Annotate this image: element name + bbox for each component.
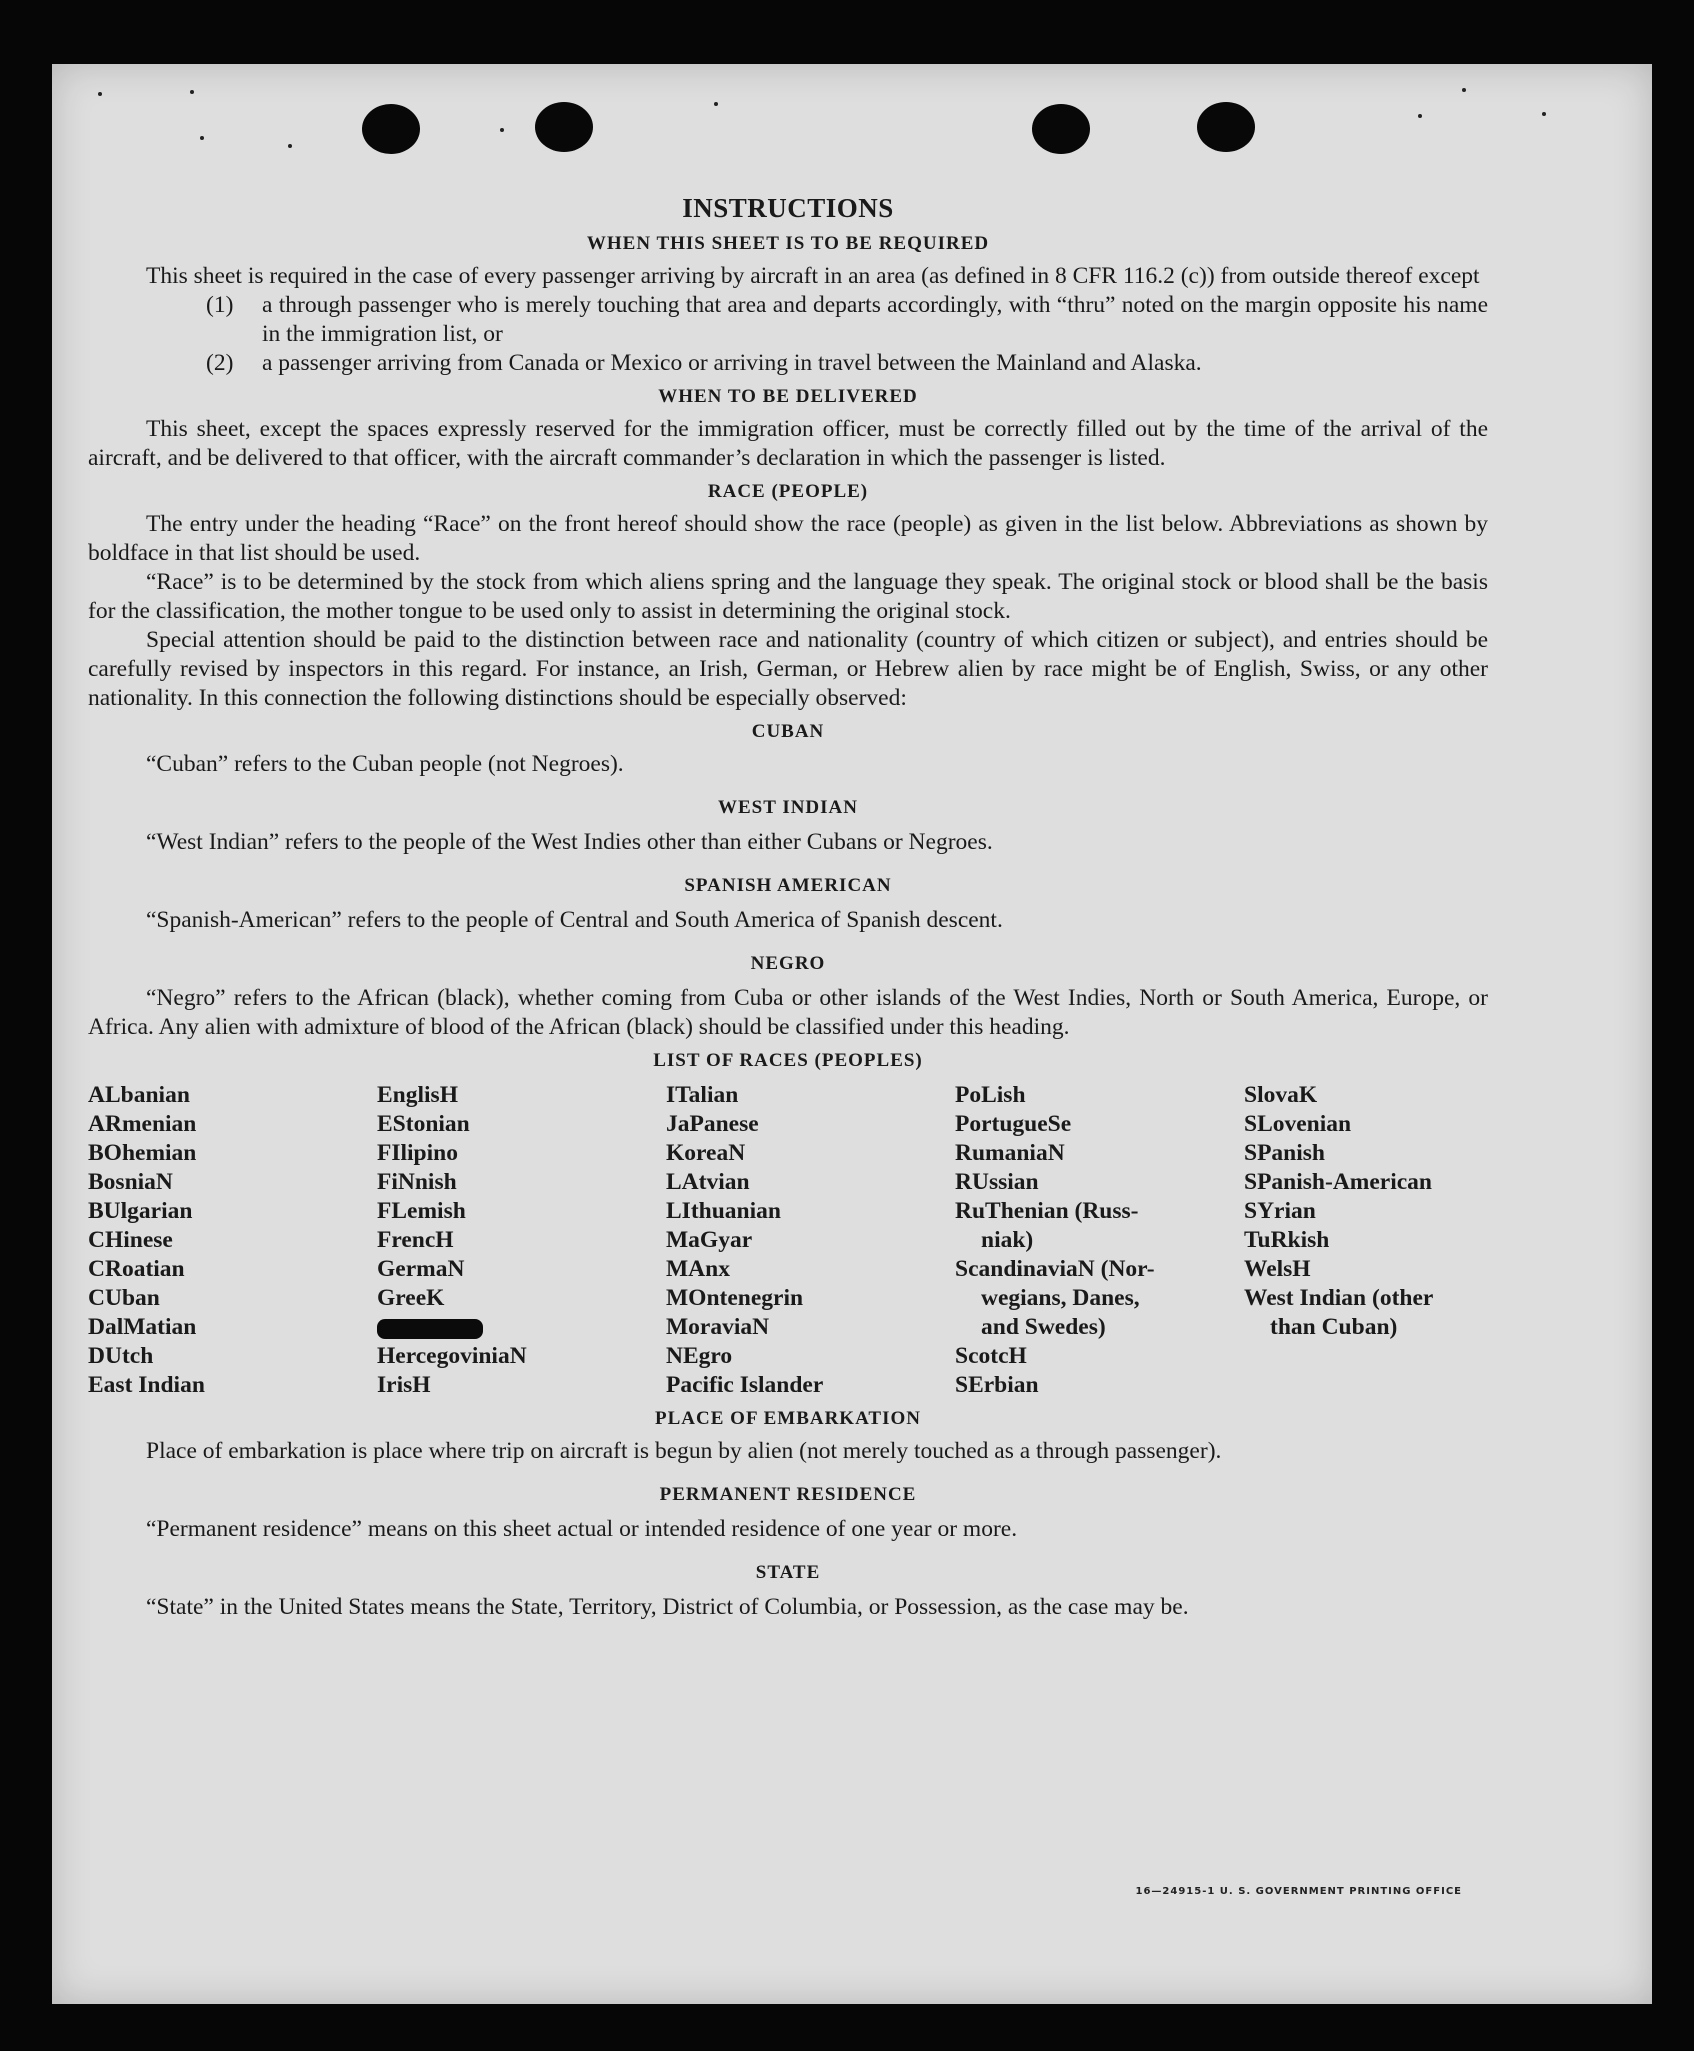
printer-imprint: 16—24915-1 U. S. GOVERNMENT PRINTING OFFICE bbox=[1135, 1886, 1462, 1897]
punch-hole bbox=[1197, 102, 1255, 152]
heading-spanish-american: SPANISH AMERICAN bbox=[684, 875, 892, 896]
race-entry: PoLish bbox=[955, 1082, 1026, 1108]
paragraph-west-indian: “West Indian” refers to the people of the West Indies other than either Cubans or Negroes. bbox=[146, 829, 993, 855]
race-entry: GreeK bbox=[377, 1285, 445, 1311]
paragraph-negro: “Negro” refers to the African (black), whether coming from Cuba or other islands of the West Indies, North or South America, Europe, or Africa. Any alien with admixture of blood of the African (black) should be classified under this heading. bbox=[88, 985, 1488, 1040]
race-entry: NEgro bbox=[666, 1343, 733, 1369]
paragraph-embarkation: Place of embarkation is place where trip on aircraft is begun by alien (not merely touched as a through passenger). bbox=[146, 1438, 1222, 1464]
race-entry: CUban bbox=[88, 1285, 160, 1311]
paragraph-cuban: “Cuban” refers to the Cuban people (not Negroes). bbox=[146, 751, 624, 777]
heading-when-required: WHEN THIS SHEET IS TO BE REQUIRED bbox=[586, 233, 990, 254]
race-entry: SlovaK bbox=[1244, 1082, 1318, 1108]
race-entry: ITalian bbox=[666, 1082, 739, 1108]
race-column bbox=[666, 1081, 955, 1400]
race-entry: HercegoviniaN bbox=[377, 1343, 527, 1369]
race-entry: RumaniaN bbox=[955, 1140, 1065, 1166]
race-entry: BosniaN bbox=[88, 1169, 173, 1195]
race-entry: CRoatian bbox=[88, 1256, 185, 1282]
instructions-content bbox=[88, 194, 1488, 1622]
race-entry: BUlgarian bbox=[88, 1198, 193, 1224]
redacted-entry bbox=[377, 1313, 666, 1342]
race-entry: LIthuanian bbox=[666, 1198, 781, 1224]
exception-item bbox=[88, 291, 1488, 349]
race-entry: GermaN bbox=[377, 1256, 465, 1282]
heading-cuban: CUBAN bbox=[751, 721, 825, 742]
race-column bbox=[1244, 1081, 1498, 1400]
paragraph-race-2: “Race” is to be determined by the stock from which aliens spring and the language they speak. The original stock or blood shall be the basis for the classification, the mother tongue to be used only to assist in determining the original stock. bbox=[88, 569, 1488, 624]
race-column bbox=[955, 1081, 1244, 1400]
exception-number: (2) bbox=[206, 350, 234, 376]
race-entry: ScandinaviaN (Nor- bbox=[955, 1256, 1155, 1282]
race-entry: Pacific Islander bbox=[666, 1372, 824, 1398]
race-entry: SPanish bbox=[1244, 1140, 1325, 1166]
speck bbox=[190, 90, 194, 94]
race-entry: KoreaN bbox=[666, 1140, 746, 1166]
race-entry: LAtvian bbox=[666, 1169, 750, 1195]
race-entry: ALbanian bbox=[88, 1082, 190, 1108]
race-entry: SLovenian bbox=[1244, 1111, 1352, 1137]
speck bbox=[200, 136, 204, 140]
race-entry: MoraviaN bbox=[666, 1314, 770, 1340]
race-list bbox=[88, 1081, 1488, 1400]
speck bbox=[714, 102, 718, 106]
race-entry: FrencH bbox=[377, 1227, 454, 1253]
race-entry: East Indian bbox=[88, 1372, 205, 1398]
race-entry-continued: wegians, Danes, bbox=[981, 1285, 1140, 1311]
exception-item bbox=[88, 349, 1488, 378]
page-title: INSTRUCTIONS bbox=[682, 193, 894, 223]
heading-negro: NEGRO bbox=[750, 953, 826, 974]
race-entry: SErbian bbox=[955, 1372, 1039, 1398]
race-entry-continued: and Swedes) bbox=[981, 1314, 1106, 1340]
heading-list-of-races: LIST OF RACES (PEOPLES) bbox=[653, 1050, 923, 1071]
race-entry: FIlipino bbox=[377, 1140, 458, 1166]
exception-text: a passenger arriving from Canada or Mexico or arriving in travel between the Mainland and Alaska. bbox=[262, 350, 1202, 376]
race-entry: West Indian (other bbox=[1244, 1285, 1434, 1311]
speck bbox=[98, 92, 102, 96]
paragraph-residence: “Permanent residence” means on this sheet actual or intended residence of one year or more. bbox=[146, 1516, 1018, 1542]
race-entry: RUssian bbox=[955, 1169, 1039, 1195]
race-entry: FiNnish bbox=[377, 1169, 457, 1195]
paragraph-race-1: The entry under the heading “Race” on the front hereof should show the race (people) as given in the list below. Abbreviations as shown by boldface in that list should be used. bbox=[88, 511, 1488, 566]
race-entry: SYrian bbox=[1244, 1198, 1316, 1224]
heading-when-delivered: WHEN TO BE DELIVERED bbox=[658, 386, 918, 407]
race-entry: RuThenian (Russ- bbox=[955, 1198, 1139, 1224]
race-entry: CHinese bbox=[88, 1227, 173, 1253]
race-entry-continued: than Cuban) bbox=[1270, 1314, 1398, 1340]
race-entry: MOntenegrin bbox=[666, 1285, 804, 1311]
speck bbox=[500, 128, 504, 132]
race-entry: SPanish-American bbox=[1244, 1169, 1432, 1195]
race-entry-continued: niak) bbox=[981, 1227, 1034, 1253]
race-entry: EnglisH bbox=[377, 1082, 458, 1108]
race-column bbox=[88, 1081, 377, 1400]
race-entry: WelsH bbox=[1244, 1256, 1311, 1282]
paragraph-spanish-american: “Spanish-American” refers to the people of Central and South America of Spanish descent. bbox=[146, 907, 1003, 933]
heading-race: RACE (PEOPLE) bbox=[707, 481, 869, 502]
paragraph-required: This sheet is required in the case of every passenger arriving by aircraft in an area (as defined in 8 CFR 116.2 (c)) from outside thereof except bbox=[146, 263, 1480, 289]
exception-number: (1) bbox=[206, 292, 234, 318]
race-entry: PortugueSe bbox=[955, 1111, 1072, 1137]
race-entry: MaGyar bbox=[666, 1227, 753, 1253]
speck bbox=[1462, 88, 1466, 92]
race-entry: BOhemian bbox=[88, 1140, 197, 1166]
heading-place-of-embarkation: PLACE OF EMBARKATION bbox=[655, 1408, 921, 1429]
document-sheet bbox=[52, 64, 1652, 2004]
race-entry: TuRkish bbox=[1244, 1227, 1330, 1253]
race-entry: FLemish bbox=[377, 1198, 466, 1224]
race-entry: ScotcH bbox=[955, 1343, 1027, 1369]
paragraph-state: “State” in the United States means the State, Territory, District of Columbia, or Possession, as the case may be. bbox=[146, 1594, 1189, 1620]
redaction-mark bbox=[377, 1319, 483, 1339]
race-entry: DalMatian bbox=[88, 1314, 197, 1340]
race-entry: JaPanese bbox=[666, 1111, 759, 1137]
exception-text: a through passenger who is merely touching that area and departs accordingly, with “thru” noted on the margin opposite his name in the immigration list, or bbox=[262, 292, 1488, 347]
race-entry: DUtch bbox=[88, 1343, 154, 1369]
race-entry: IrisH bbox=[377, 1372, 431, 1398]
heading-state: STATE bbox=[755, 1562, 821, 1583]
race-entry: MAnx bbox=[666, 1256, 730, 1282]
paragraph-delivered: This sheet, except the spaces expressly reserved for the immigration officer, must be correctly filled out by the time of the arrival of the aircraft, and be delivered to that officer, with the aircraft commander’s declaration in which the passenger is listed. bbox=[88, 416, 1488, 471]
heading-west-indian: WEST INDIAN bbox=[718, 797, 858, 818]
race-entry: ARmenian bbox=[88, 1111, 197, 1137]
speck bbox=[1542, 112, 1546, 116]
heading-permanent-residence: PERMANENT RESIDENCE bbox=[659, 1484, 917, 1505]
paragraph-race-3: Special attention should be paid to the distinction between race and nationality (country of which citizen or subject), and entries should be carefully revised by inspectors in this regard. For instance, an Irish, German, or Hebrew alien by race might be of English, Swiss, or any other nationality. In this connection the following distinctions should be especially observed: bbox=[88, 627, 1488, 711]
race-entry: EStonian bbox=[377, 1111, 470, 1137]
punch-hole bbox=[362, 104, 420, 154]
race-column bbox=[377, 1081, 666, 1400]
speck bbox=[288, 144, 292, 148]
punch-hole bbox=[1032, 104, 1090, 154]
punch-hole bbox=[535, 102, 593, 152]
speck bbox=[1418, 114, 1422, 118]
